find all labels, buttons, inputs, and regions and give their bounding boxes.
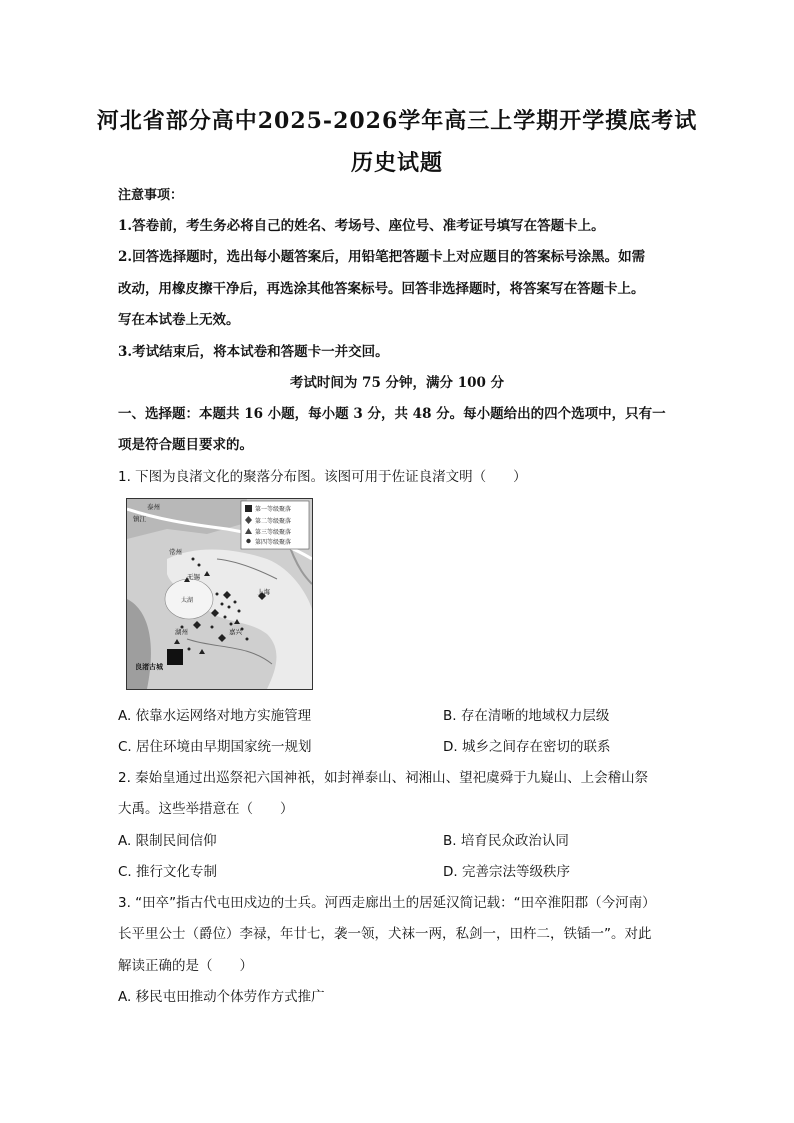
legend-level-4: 第四等级聚落: [255, 539, 292, 546]
notice-item-1: 1.答卷前，考生务必将自己的姓名、考场号、座位号、准考证号填写在答题卡上。: [118, 218, 605, 234]
section-1-line-2: 项是符合题目要求的。: [118, 437, 253, 453]
q1-option-c[interactable]: C. 居住环境由早期国家统一规划: [118, 739, 312, 755]
place-taihu: 太湖: [181, 597, 194, 604]
question-3-stem-line-3: 解读正确的是（ ）: [118, 958, 253, 974]
liangzhu-ancient-city-marker: [167, 649, 183, 665]
question-2-stem-line-2: 大禹。这些举措意在（ ）: [118, 801, 294, 817]
legend-level-1: 第一等级聚落: [255, 506, 292, 513]
question-3-stem-line-2: 长平里公士（爵位）李禄，年廿七，袭一领，犬袜一两，私剑一，田杵二，铁锸一”。对此: [118, 926, 652, 942]
notice-heading: 注意事项：: [118, 188, 184, 203]
place-taizhou: 泰州: [147, 503, 160, 511]
question-3-stem-line-1: 3. “田卒”指古代屯田戍边的士兵。河西走廊出土的居延汉简记载：“田卒淮阳郡（今河南）: [118, 895, 656, 911]
place-zhenjiang: 镇江: [133, 515, 146, 523]
place-liangzhu-ancient-city: 良渚古城: [135, 663, 163, 671]
question-1-stem: 1. 下图为良渚文化的聚落分布图。该图可用于佐证良渚文明（ ）: [118, 469, 527, 485]
exam-time: 考试时间为 75 分钟，满分 100 分: [289, 375, 505, 391]
notice-item-2-line-3: 写在本试卷上无效。: [118, 312, 240, 328]
q1-option-b[interactable]: B. 存在清晰的地域权力层级: [443, 708, 610, 724]
q2-option-a[interactable]: A. 限制民间信仰: [118, 833, 217, 849]
notice-item-2-line-2: 改动，用橡皮擦干净后，再选涂其他答案标号。回答非选择题时，将答案写在答题卡上。: [118, 281, 645, 297]
section-1-line-1: 一、选择题：本题共 16 小题，每小题 3 分，共 48 分。每小题给出的四个选项中，只有一: [118, 406, 666, 422]
q1-option-a[interactable]: A. 依靠水运网络对地方实施管理: [118, 708, 312, 724]
q2-option-b[interactable]: B. 培育民众政治认同: [443, 833, 569, 849]
legend-level-3: 第三等级聚落: [255, 529, 292, 536]
notice-item-2-line-1: 2.回答选择题时，选出每小题答案后，用铅笔把答题卡上对应题目的答案标号涂黑。如需: [118, 249, 646, 265]
q1-option-d[interactable]: D. 城乡之间存在密切的联系: [443, 739, 611, 755]
exam-subtitle: 历史试题: [350, 150, 443, 176]
q2-option-c[interactable]: C. 推行文化专制: [118, 864, 218, 880]
place-changzhou: 常州: [169, 548, 182, 556]
notice-item-3: 3.考试结束后，将本试卷和答题卡一并交回。: [118, 344, 389, 360]
place-jiaxing: 嘉兴: [229, 628, 242, 636]
liangzhu-settlement-map: [126, 498, 313, 690]
exam-title: 河北省部分高中2025-2026学年高三上学期开学摸底考试: [96, 108, 698, 134]
legend-level-2: 第二等级聚落: [255, 518, 292, 525]
q2-option-d[interactable]: D. 完善宗法等级秩序: [443, 864, 570, 880]
place-huzhou: 湖州: [175, 628, 188, 636]
question-2-stem-line-1: 2. 秦始皇通过出巡祭祀六国神祇，如封禅泰山、祠湘山、望祀虞舜于九嶷山、上会稽山祭: [118, 770, 649, 786]
place-wuxi: 无锡: [187, 573, 200, 581]
place-shanghai: 上海: [257, 588, 270, 596]
q3-option-a[interactable]: A. 移民屯田推动个体劳作方式推广: [118, 989, 325, 1005]
